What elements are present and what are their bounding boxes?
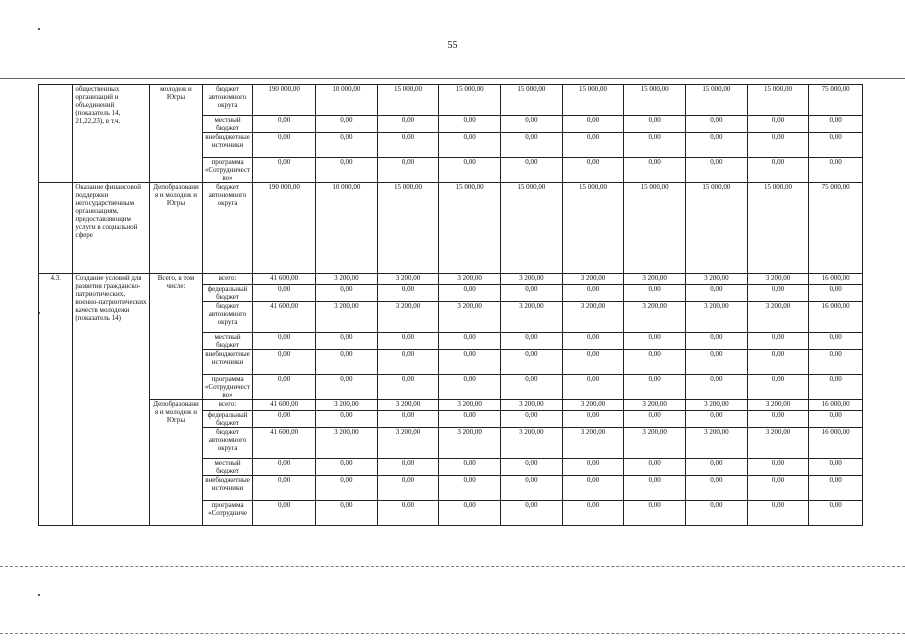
amount-cell: 3 200,00	[439, 400, 501, 411]
amount-cell: 16 000,00	[809, 428, 863, 459]
funding-source: всего:	[202, 274, 253, 285]
page-number: 55	[447, 40, 458, 51]
amount-cell: 0,00	[562, 501, 624, 526]
amount-cell: 0,00	[809, 411, 863, 428]
amount-cell: 0,00	[501, 375, 563, 400]
amount-cell: 3 200,00	[377, 428, 439, 459]
amount-cell: 0,00	[747, 285, 809, 302]
amount-cell: 15 000,00	[377, 183, 439, 274]
funding-source: всего:	[202, 400, 253, 411]
amount-cell: 0,00	[624, 133, 686, 158]
amount-cell: 0,00	[747, 333, 809, 350]
amount-cell: 190 000,00	[253, 183, 316, 274]
amount-cell: 0,00	[686, 333, 748, 350]
amount-cell: 3 200,00	[377, 302, 439, 333]
amount-cell: 3 200,00	[747, 428, 809, 459]
amount-cell: 0,00	[809, 333, 863, 350]
amount-cell: 0,00	[377, 459, 439, 476]
amount-cell: 3 200,00	[562, 274, 624, 285]
amount-cell: 0,00	[747, 459, 809, 476]
funding-source: бюджет автономного округа	[202, 183, 253, 274]
amount-cell: 3 200,00	[747, 400, 809, 411]
amount-cell: 0,00	[315, 158, 377, 183]
amount-cell: 15 000,00	[562, 183, 624, 274]
amount-cell: 0,00	[624, 501, 686, 526]
amount-cell: 15 000,00	[686, 183, 748, 274]
amount-cell: 3 200,00	[439, 274, 501, 285]
funding-source: федеральный бюджет	[202, 411, 253, 428]
amount-cell: 0,00	[253, 476, 316, 501]
amount-cell: 0,00	[562, 133, 624, 158]
amount-cell: 0,00	[501, 411, 563, 428]
amount-cell: 0,00	[439, 375, 501, 400]
amount-cell: 0,00	[747, 116, 809, 133]
amount-cell: 41 600,00	[253, 400, 316, 411]
amount-cell: 0,00	[686, 501, 748, 526]
amount-cell: 3 200,00	[562, 400, 624, 411]
amount-cell: 0,00	[747, 501, 809, 526]
row-index	[39, 183, 73, 274]
amount-cell: 0,00	[439, 133, 501, 158]
amount-cell: 15 000,00	[501, 85, 563, 116]
funding-source: местный бюджет	[202, 116, 253, 133]
amount-cell: 0,00	[562, 333, 624, 350]
amount-cell: 0,00	[501, 158, 563, 183]
amount-cell: 0,00	[315, 476, 377, 501]
amount-cell: 3 200,00	[624, 428, 686, 459]
amount-cell: 0,00	[747, 158, 809, 183]
amount-cell: 0,00	[562, 411, 624, 428]
amount-cell: 3 200,00	[439, 302, 501, 333]
amount-cell: 0,00	[686, 158, 748, 183]
amount-cell: 3 200,00	[315, 428, 377, 459]
amount-cell: 0,00	[501, 476, 563, 501]
amount-cell: 3 200,00	[501, 400, 563, 411]
amount-cell: 0,00	[501, 459, 563, 476]
amount-cell: 0,00	[686, 476, 748, 501]
amount-cell: 0,00	[562, 375, 624, 400]
funding-source: бюджет автономного округа	[202, 85, 253, 116]
scan-speck	[38, 28, 40, 30]
amount-cell: 15 000,00	[624, 85, 686, 116]
amount-cell: 0,00	[562, 116, 624, 133]
responsible-executor: Депобразования и молодеж и Югры	[150, 400, 203, 526]
funding-source: внебюджетные источники	[202, 133, 253, 158]
amount-cell: 0,00	[809, 476, 863, 501]
amount-cell: 0,00	[562, 285, 624, 302]
amount-cell: 0,00	[686, 411, 748, 428]
amount-cell: 3 200,00	[747, 274, 809, 285]
amount-cell: 10 000,00	[315, 183, 377, 274]
amount-cell: 0,00	[315, 116, 377, 133]
header-rule	[0, 78, 905, 79]
amount-cell: 0,00	[253, 333, 316, 350]
amount-cell: 0,00	[624, 158, 686, 183]
table-row	[39, 274, 863, 285]
amount-cell: 15 000,00	[439, 183, 501, 274]
amount-cell: 0,00	[809, 116, 863, 133]
amount-cell: 3 200,00	[439, 428, 501, 459]
amount-cell: 3 200,00	[501, 302, 563, 333]
amount-cell: 0,00	[253, 459, 316, 476]
amount-cell: 0,00	[315, 133, 377, 158]
row-index	[39, 85, 73, 183]
amount-cell: 0,00	[686, 350, 748, 375]
amount-cell: 0,00	[624, 333, 686, 350]
funding-source: внебюджетные источники	[202, 350, 253, 375]
amount-cell: 0,00	[501, 133, 563, 158]
amount-cell: 3 200,00	[315, 400, 377, 411]
amount-cell: 3 200,00	[686, 428, 748, 459]
amount-cell: 0,00	[686, 285, 748, 302]
amount-cell: 0,00	[501, 285, 563, 302]
amount-cell: 0,00	[377, 285, 439, 302]
amount-cell: 0,00	[439, 459, 501, 476]
amount-cell: 3 200,00	[315, 274, 377, 285]
amount-cell: 3 200,00	[624, 302, 686, 333]
amount-cell: 0,00	[809, 375, 863, 400]
amount-cell: 41 600,00	[253, 428, 316, 459]
funding-source: программа «Сотрудниче	[202, 501, 253, 526]
amount-cell: 41 600,00	[253, 302, 316, 333]
amount-cell: 15 000,00	[377, 85, 439, 116]
amount-cell: 0,00	[624, 459, 686, 476]
amount-cell: 0,00	[747, 411, 809, 428]
amount-cell: 0,00	[377, 350, 439, 375]
amount-cell: 0,00	[253, 350, 316, 375]
amount-cell: 190 000,00	[253, 85, 316, 116]
amount-cell: 0,00	[686, 375, 748, 400]
amount-cell: 0,00	[377, 501, 439, 526]
amount-cell: 15 000,00	[747, 85, 809, 116]
funding-source: местный бюджет	[202, 459, 253, 476]
funding-source: бюджет автономного округа	[202, 428, 253, 459]
amount-cell: 41 600,00	[253, 274, 316, 285]
amount-cell: 0,00	[809, 158, 863, 183]
amount-cell: 0,00	[809, 350, 863, 375]
amount-cell: 0,00	[562, 459, 624, 476]
amount-cell: 3 200,00	[501, 274, 563, 285]
amount-cell: 0,00	[747, 375, 809, 400]
measure-title: Создание условий для развития гражданско-патриотических, военно-патриотических качеств молодежи (показатель 14)	[73, 274, 150, 526]
table-row	[39, 183, 863, 274]
measure-title: общественных организаций и объединений (показатель 14, 21,22,23), в т.ч.	[73, 85, 150, 183]
amount-cell: 0,00	[253, 411, 316, 428]
amount-cell: 0,00	[253, 133, 316, 158]
amount-cell: 0,00	[377, 116, 439, 133]
amount-cell: 0,00	[377, 158, 439, 183]
funding-source: федеральный бюджет	[202, 285, 253, 302]
footer-rule	[0, 566, 905, 567]
amount-cell: 3 200,00	[624, 400, 686, 411]
amount-cell: 3 200,00	[562, 302, 624, 333]
budget-table	[38, 84, 863, 526]
funding-source: программа «Сотрудничество»	[202, 158, 253, 183]
amount-cell: 0,00	[686, 116, 748, 133]
amount-cell: 0,00	[624, 476, 686, 501]
amount-cell: 0,00	[624, 375, 686, 400]
amount-cell: 15 000,00	[439, 85, 501, 116]
amount-cell: 0,00	[253, 285, 316, 302]
amount-cell: 0,00	[747, 133, 809, 158]
amount-cell: 3 200,00	[562, 428, 624, 459]
funding-source: местный бюджет	[202, 333, 253, 350]
amount-cell: 0,00	[686, 459, 748, 476]
amount-cell: 3 200,00	[686, 302, 748, 333]
amount-cell: 0,00	[501, 333, 563, 350]
amount-cell: 0,00	[253, 375, 316, 400]
responsible-executor: Всего, в том числе:	[150, 274, 203, 400]
table-row	[39, 85, 863, 116]
amount-cell: 0,00	[686, 133, 748, 158]
amount-cell: 0,00	[747, 350, 809, 375]
measure-title: Оказание финансовой поддержки негосударственным организациям, предоставляющим услуги в социальной сфере	[73, 183, 150, 274]
amount-cell: 0,00	[439, 285, 501, 302]
amount-cell: 0,00	[809, 459, 863, 476]
amount-cell: 15 000,00	[562, 85, 624, 116]
amount-cell: 0,00	[624, 285, 686, 302]
amount-cell: 0,00	[377, 375, 439, 400]
scan-speck	[38, 312, 40, 314]
amount-cell: 0,00	[315, 285, 377, 302]
amount-cell: 0,00	[501, 350, 563, 375]
responsible-executor: молодеж и Югры	[150, 85, 203, 183]
amount-cell: 0,00	[439, 158, 501, 183]
amount-cell: 0,00	[253, 116, 316, 133]
funding-source: программа «Сотрудничество»	[202, 375, 253, 400]
amount-cell: 16 000,00	[809, 274, 863, 285]
amount-cell: 0,00	[315, 459, 377, 476]
amount-cell: 15 000,00	[747, 183, 809, 274]
amount-cell: 75 000,00	[809, 183, 863, 274]
responsible-executor: Депобразования и молодеж и Югры	[150, 183, 203, 274]
amount-cell: 0,00	[624, 350, 686, 375]
amount-cell: 15 000,00	[686, 85, 748, 116]
amount-cell: 0,00	[315, 333, 377, 350]
amount-cell: 3 200,00	[377, 274, 439, 285]
amount-cell: 0,00	[624, 116, 686, 133]
amount-cell: 0,00	[377, 411, 439, 428]
amount-cell: 0,00	[439, 476, 501, 501]
amount-cell: 0,00	[253, 501, 316, 526]
amount-cell: 0,00	[253, 158, 316, 183]
amount-cell: 0,00	[377, 476, 439, 501]
amount-cell: 0,00	[501, 116, 563, 133]
amount-cell: 0,00	[315, 350, 377, 375]
funding-source: бюджет автономного округа	[202, 302, 253, 333]
amount-cell: 0,00	[747, 476, 809, 501]
amount-cell: 15 000,00	[501, 183, 563, 274]
amount-cell: 0,00	[439, 411, 501, 428]
table-row	[39, 400, 863, 411]
amount-cell: 0,00	[562, 476, 624, 501]
amount-cell: 0,00	[315, 375, 377, 400]
amount-cell: 75 000,00	[809, 85, 863, 116]
amount-cell: 3 200,00	[686, 274, 748, 285]
amount-cell: 0,00	[809, 133, 863, 158]
amount-cell: 16 000,00	[809, 400, 863, 411]
amount-cell: 0,00	[439, 501, 501, 526]
amount-cell: 0,00	[377, 333, 439, 350]
amount-cell: 0,00	[809, 285, 863, 302]
amount-cell: 10 000,00	[315, 85, 377, 116]
amount-cell: 16 000,00	[809, 302, 863, 333]
bottom-rule	[0, 633, 905, 634]
amount-cell: 15 000,00	[624, 183, 686, 274]
amount-cell: 0,00	[439, 333, 501, 350]
amount-cell: 0,00	[377, 133, 439, 158]
funding-source: внебюджетные источники	[202, 476, 253, 501]
amount-cell: 0,00	[501, 501, 563, 526]
amount-cell: 0,00	[439, 116, 501, 133]
amount-cell: 0,00	[315, 411, 377, 428]
amount-cell: 0,00	[562, 350, 624, 375]
amount-cell: 0,00	[315, 501, 377, 526]
row-index: 4.3.	[39, 274, 73, 526]
amount-cell: 3 200,00	[501, 428, 563, 459]
amount-cell: 0,00	[439, 350, 501, 375]
scan-speck	[38, 594, 40, 596]
amount-cell: 3 200,00	[315, 302, 377, 333]
amount-cell: 3 200,00	[747, 302, 809, 333]
amount-cell: 3 200,00	[686, 400, 748, 411]
amount-cell: 0,00	[624, 411, 686, 428]
amount-cell: 3 200,00	[377, 400, 439, 411]
amount-cell: 0,00	[562, 158, 624, 183]
amount-cell: 3 200,00	[624, 274, 686, 285]
amount-cell: 0,00	[809, 501, 863, 526]
